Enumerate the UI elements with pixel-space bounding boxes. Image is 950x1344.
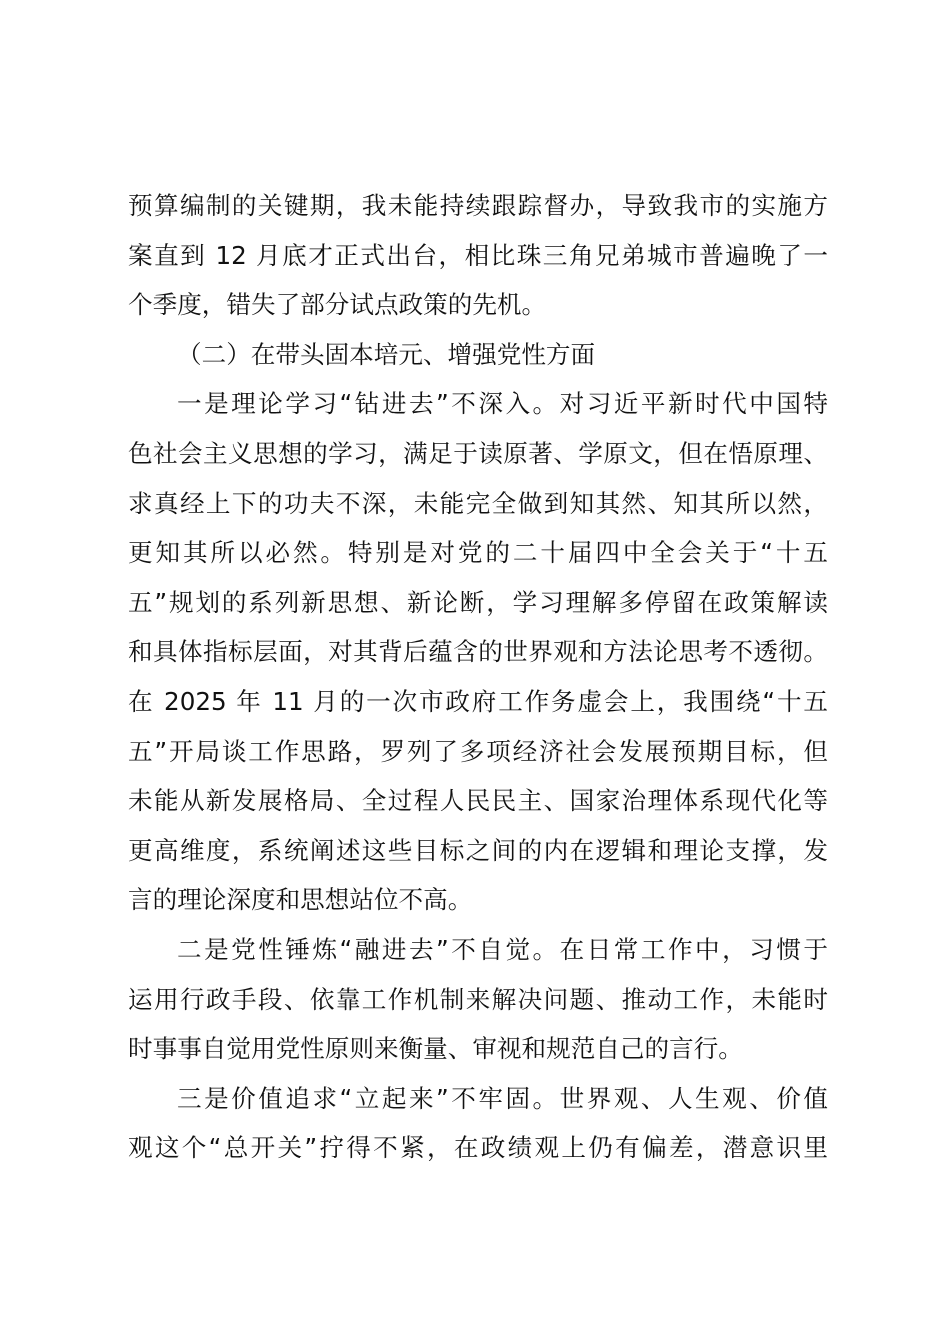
paragraph-line: 和具体指标层面，对其背后蕴含的世界观和方法论思考不透彻。 — [128, 637, 828, 667]
section-heading: （二）在带头固本培元、增强党性方面 — [177, 339, 596, 369]
paragraph-line: 运用行政手段、依靠工作机制来解决问题、推动工作，未能时 — [128, 984, 828, 1014]
paragraph-line: 个季度，错失了部分试点政策的先机。 — [128, 290, 547, 320]
paragraph-line: 言的理论深度和思想站位不高。 — [128, 885, 473, 915]
paragraph-line: 五”开局谈工作思路，罗列了多项经济社会发展预期目标，但 — [128, 736, 828, 766]
paragraph-line: 二是党性锤炼“融进去”不自觉。在日常工作中，习惯于 — [177, 934, 828, 964]
paragraph-line: 时事事自觉用党性原则来衡量、审视和规范自己的言行。 — [128, 1034, 743, 1064]
paragraph-line: 在 2025 年 11 月的一次市政府工作务虚会上，我围绕“十五 — [128, 686, 828, 716]
paragraph-line: 三是价值追求“立起来”不牢固。世界观、人生观、价值 — [177, 1083, 828, 1113]
paragraph-line: 案直到 12 月底才正式出台，相比珠三角兄弟城市普遍晚了一 — [128, 240, 828, 270]
paragraph-line: 五”规划的系列新思想、新论断，学习理解多停留在政策解读 — [128, 587, 828, 617]
document-page — [128, 181, 828, 1173]
paragraph-line: 色社会主义思想的学习，满足于读原著、学原文，但在悟原理、 — [128, 438, 828, 468]
paragraph-line: 更高维度，系统阐述这些目标之间的内在逻辑和理论支撑，发 — [128, 835, 828, 865]
paragraph-line: 一是理论学习“钻进去”不深入。对习近平新时代中国特 — [177, 389, 828, 419]
paragraph-line: 未能从新发展格局、全过程人民民主、国家治理体系现代化等 — [128, 786, 828, 816]
paragraph-line: 求真经上下的功夫不深，未能完全做到知其然、知其所以然， — [128, 488, 828, 518]
paragraph-line: 预算编制的关键期，我未能持续跟踪督办，导致我市的实施方 — [128, 191, 828, 220]
paragraph-line: 更知其所以必然。特别是对党的二十届四中全会关于“十五 — [128, 538, 828, 568]
paragraph-line: 观这个“总开关”拧得不紧，在政绩观上仍有偏差，潜意识里 — [128, 1133, 828, 1163]
